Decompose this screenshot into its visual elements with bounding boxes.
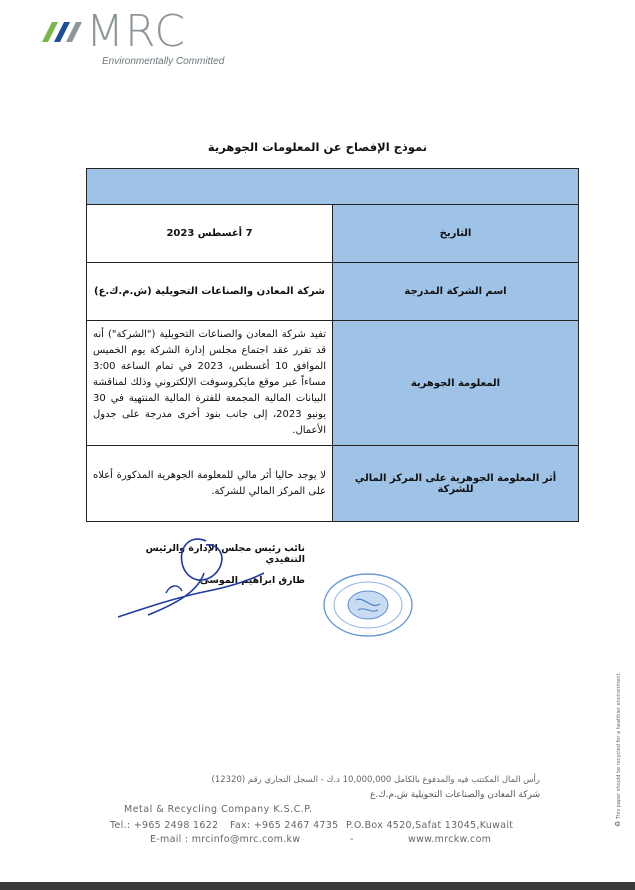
footer-email: E-mail : mrcinfo@mrc.com.kw [150, 834, 301, 845]
footer-capital-line: رأس المال المكتتب فيه والمدفوع بالكامل 10,000,000 د.ك - السجل التجاري رقم (12320) [211, 775, 540, 785]
handwritten-signature [108, 533, 268, 625]
company-value: شركة المعادن والصناعات التحويلية (ش.م.ك.ع) [87, 263, 333, 321]
recycle-note [614, 672, 622, 830]
logo-mark-icon [40, 8, 86, 50]
bottom-strip [0, 882, 635, 890]
logo-tagline: Environmentally Committed [102, 56, 225, 67]
footer-fax: Fax: +965 2467 4735 [230, 820, 339, 831]
table-header-row [87, 169, 579, 205]
disclosure-table [86, 168, 579, 522]
table-row-company [87, 263, 579, 321]
footer-pobox: P.O.Box 4520,Safat 13045,Kuwait [346, 820, 514, 831]
footer-website: www.mrckw.com [408, 834, 492, 845]
impact-value: لا يوجد حاليا أثر مالي للمعلومة الجوهرية المذكورة أعلاه على المركز المالي للشركة. [87, 446, 333, 522]
signatory-position: نائب رئيس مجلس الإدارة والرئيس التنفيذي [145, 543, 305, 565]
table-row-material-info [87, 321, 579, 446]
table-row-impact [87, 446, 579, 522]
date-label: التاريخ [333, 205, 579, 263]
recycle-icon: ♻ [614, 820, 622, 827]
company-logo [40, 8, 230, 70]
impact-label: أثر المعلومة الجوهرية على المركز المالي للشركة [333, 446, 579, 522]
material-info-value: تفيد شركة المعادن والصناعات التحويلية ("الشركة") أنه قد تقرر عقد اجتماع مجلس إدارة الشركة يوم الخميس الموافق 10 أغسطس، 2023 في تمام الساعة 3:00 مساءاً عبر موقع مايكروسوفت الإلكتروني وذلك لمناقشة البيانات المالية المجمعة للفترة المالية المنتهية في 30 يونيو 2023، إلى جانب بنود أخرى مدرجة على جدول الأعمال. [87, 321, 333, 446]
footer-company-english: Metal & Recycling Company K.S.C.P. [124, 804, 313, 815]
logo-wordmark: MRC [86, 6, 187, 57]
table-row-date [87, 205, 579, 263]
company-stamp [320, 570, 416, 640]
footer-tel: Tel.: +965 2498 1622 [110, 820, 219, 831]
recycle-note-text: This paper should be recycled for a healthier environment. [616, 671, 622, 820]
company-label: اسم الشركة المدرجة [333, 263, 579, 321]
material-info-label: المعلومة الجوهرية [333, 321, 579, 446]
table-header-cell [87, 169, 579, 205]
signatory-name: طارق ابراهيم الموسى [199, 575, 305, 586]
footer-dash: - [350, 834, 354, 845]
footer-company-arabic: شركة المعادن والصناعات التحويلية ش.م.ك.ع [369, 790, 540, 800]
date-value: 7 أغسطس 2023 [87, 205, 333, 263]
document-title: نموذج الإفصاح عن المعلومات الجوهرية [207, 140, 428, 154]
